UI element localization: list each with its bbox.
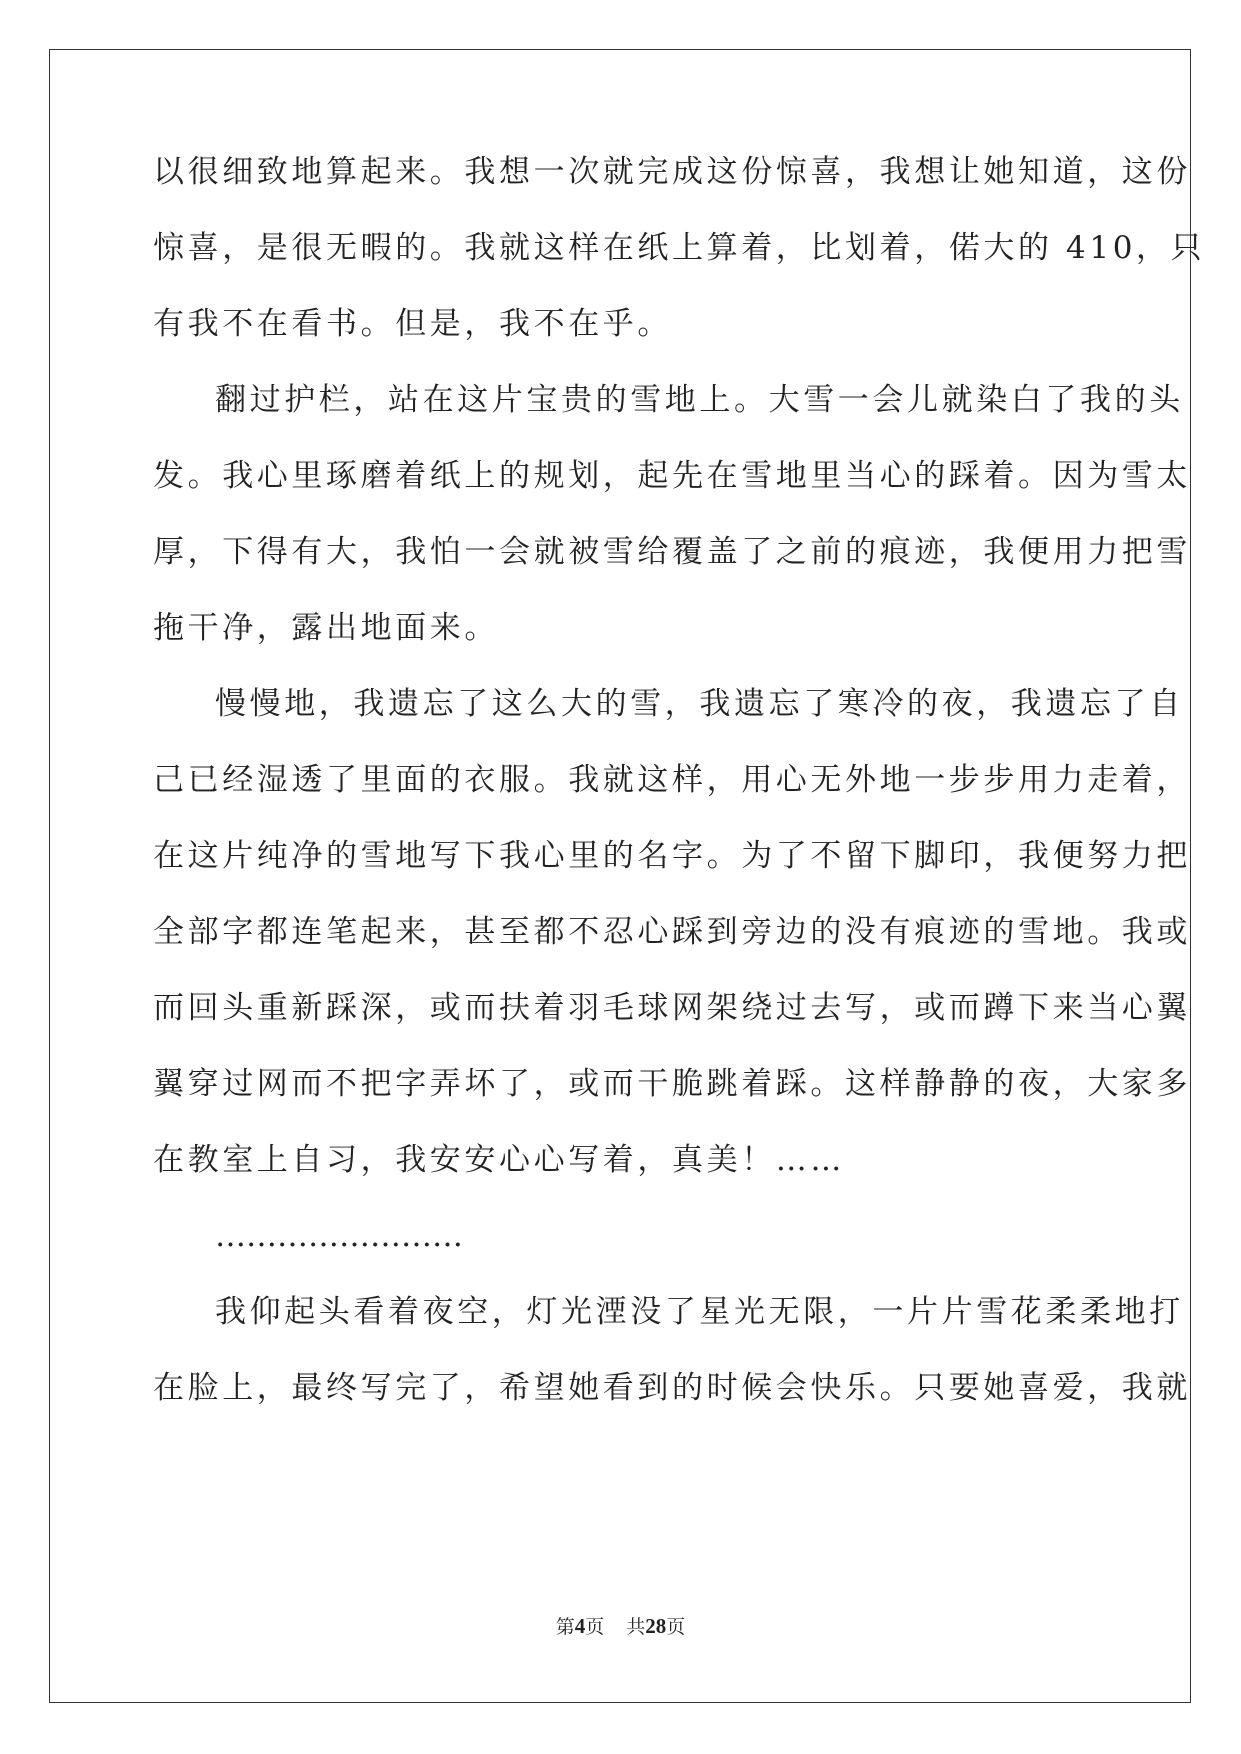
paragraph-start-line: 我仰起头看着夜空，灯光湮没了星光无限，一片片雪花柔柔地打 [215, 1294, 1184, 1330]
text-line: 己已经湿透了里面的衣服。我就这样，用心无外地一步步用力走着， [153, 762, 1191, 798]
page-suffix: 页 [585, 1616, 605, 1638]
text-line: 拖干净，露出地面来。 [153, 610, 499, 646]
text-line: 惊喜，是很无暇的。我就这样在纸上算着，比划着，偌大的 410，只 [153, 230, 1206, 266]
total-pages: 28 [645, 1614, 667, 1638]
total-suffix: 页 [666, 1616, 686, 1638]
page-footer [0, 1612, 1241, 1639]
text-line: 而回头重新踩深，或而扶着羽毛球网架绕过去写，或而蹲下来当心翼 [153, 990, 1191, 1026]
text-line: 翼穿过网而不把字弄坏了，或而干脆跳着踩。这样静静的夜，大家多 [153, 1066, 1191, 1102]
text-line: 厚，下得有大，我怕一会就被雪给覆盖了之前的痕迹，我便用力把雪 [153, 534, 1191, 570]
paragraph-start-line: 慢慢地，我遗忘了这么大的雪，我遗忘了寒冷的夜，我遗忘了自 [215, 686, 1184, 722]
text-line: 全部字都连笔起来，甚至都不忍心踩到旁边的没有痕迹的雪地。我或 [153, 914, 1191, 950]
page-prefix: 第 [555, 1616, 575, 1638]
text-line: 在教室上自习，我安安心心写着，真美！…… [153, 1142, 845, 1178]
paragraph-start-line: 翻过护栏，站在这片宝贵的雪地上。大雪一会儿就染白了我的头 [215, 382, 1184, 418]
text-line: 发。我心里琢磨着纸上的规划，起先在雪地里当心的踩着。因为雪太 [153, 458, 1191, 494]
page-number: 4 [574, 1614, 586, 1638]
total-prefix: 共 [626, 1616, 646, 1638]
text-line: 以很细致地算起来。我想一次就完成这份惊喜，我想让她知道，这份 [153, 154, 1191, 190]
ellipsis-separator: …………………… [215, 1218, 463, 1254]
text-line: 在这片纯净的雪地写下我心里的名字。为了不留下脚印，我便努力把 [153, 838, 1191, 874]
text-line: 在脸上，最终写完了，希望她看到的时候会快乐。只要她喜爱，我就 [153, 1370, 1191, 1406]
text-line: 有我不在看书。但是，我不在乎。 [153, 306, 672, 342]
